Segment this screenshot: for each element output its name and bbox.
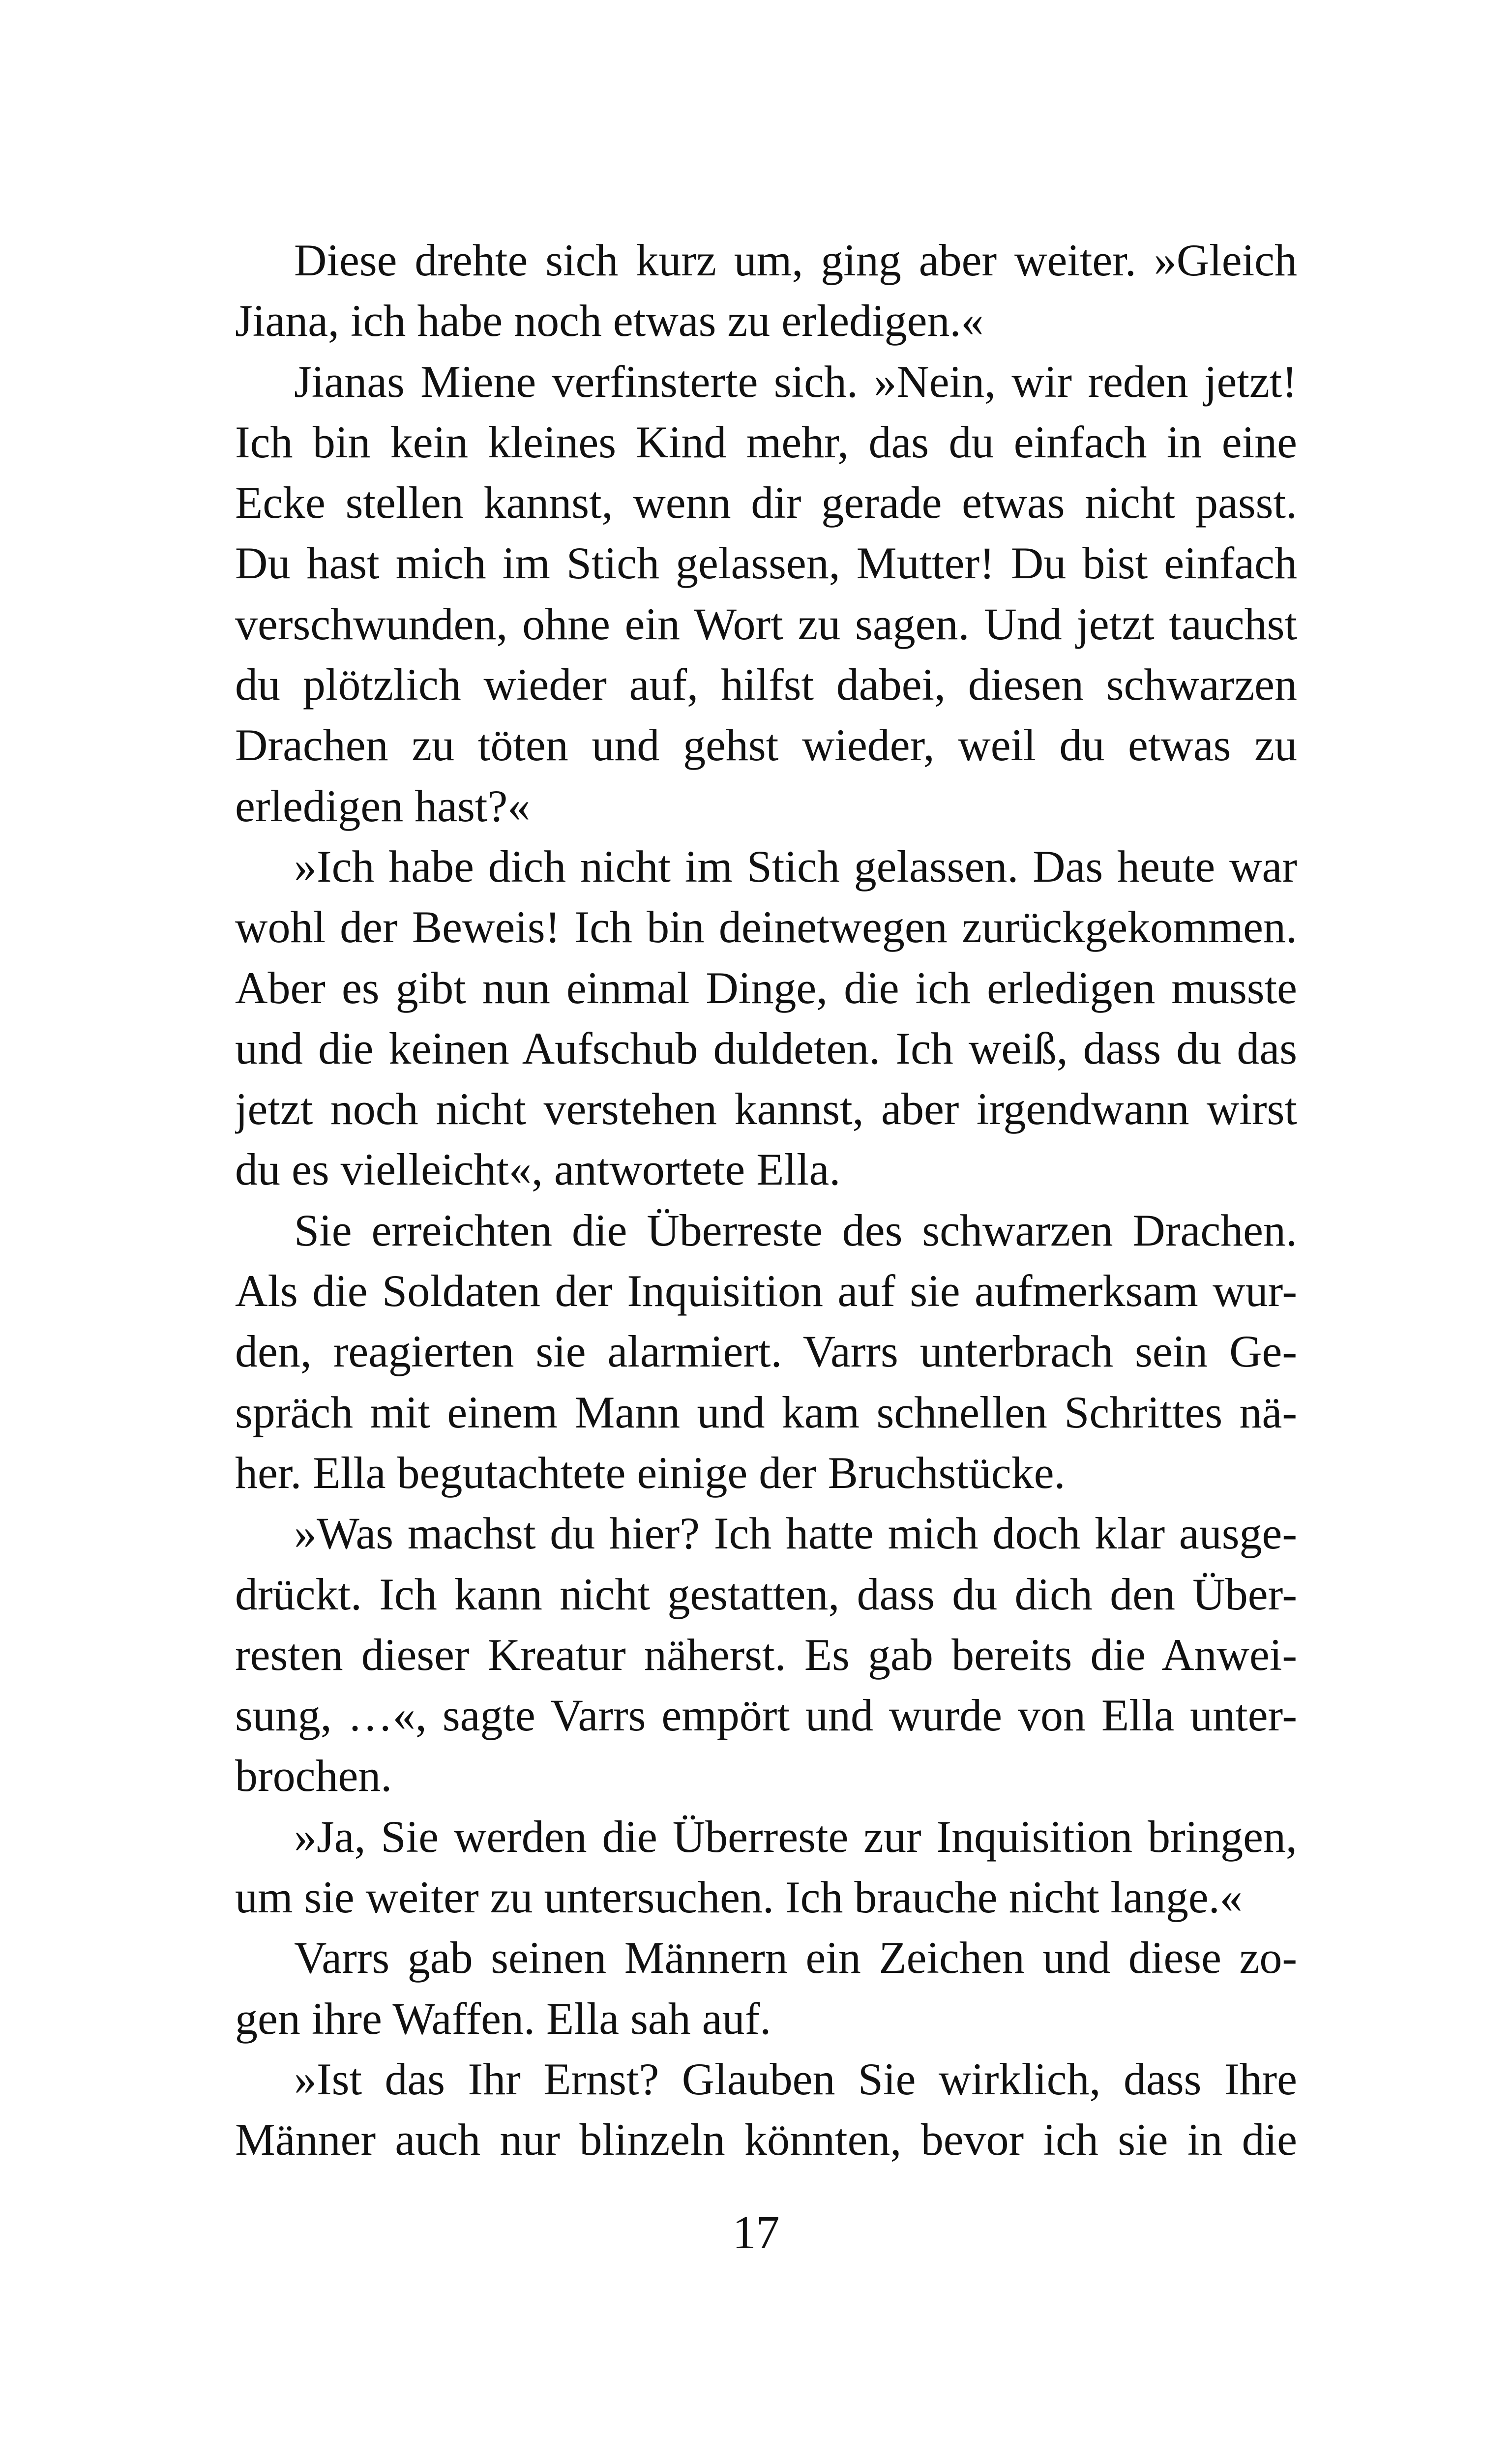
body-text (235, 230, 1297, 2170)
text-line: resten dieser Kreatur näherst. Es gab bereits die Anwei- (235, 1629, 1297, 1680)
text-line: Männer auch nur blinzeln könnten, bevor ich sie in die (235, 2114, 1297, 2165)
text-line: wohl der Beweis! Ich bin deinetwegen zurückgekommen. (235, 902, 1297, 952)
text-line: du es vielleicht«, antwortete Ella. (235, 1144, 841, 1195)
text-line: Aber es gibt nun einmal Dinge, die ich erledigen musste (235, 962, 1297, 1013)
text-line: den, reagierten sie alarmiert. Varrs unterbrach sein Ge- (235, 1326, 1297, 1377)
text-line: spräch mit einem Mann und kam schnellen Schrittes nä- (235, 1387, 1297, 1437)
text-line: Varrs gab seinen Männern ein Zeichen und diese zo- (294, 1933, 1297, 1983)
text-line: Jianas Miene verfinsterte sich. »Nein, wir reden jetzt! (294, 356, 1297, 407)
page-number: 17 (732, 2206, 780, 2259)
text-line: »Ja, Sie werden die Überreste zur Inquisition bringen, (294, 1811, 1297, 1862)
text-line: Sie erreichten die Überreste des schwarzen Drachen. (294, 1205, 1297, 1255)
text-line: gen ihre Waffen. Ella sah auf. (235, 1993, 771, 2044)
text-line: sung, …«, sagte Varrs empört und wurde von Ella unter- (235, 1690, 1297, 1741)
text-line: verschwunden, ohne ein Wort zu sagen. Und jetzt tauchst (235, 598, 1297, 649)
text-line: jetzt noch nicht verstehen kannst, aber irgendwann wirst (235, 1084, 1297, 1134)
text-line: Als die Soldaten der Inquisition auf sie aufmerksam wur- (235, 1266, 1297, 1316)
text-line: Du hast mich im Stich gelassen, Mutter! Du bist einfach (235, 538, 1297, 589)
text-line: und die keinen Aufschub duldeten. Ich weiß, dass du das (235, 1023, 1297, 1073)
text-line: »Ich habe dich nicht im Stich gelassen. Das heute war (294, 841, 1297, 892)
text-line: erledigen hast?« (235, 780, 531, 831)
text-line: Drachen zu töten und gehst wieder, weil du etwas zu (235, 720, 1297, 771)
text-line: »Was machst du hier? Ich hatte mich doch klar ausge- (294, 1508, 1297, 1559)
text-line: Jiana, ich habe noch etwas zu erledigen.« (235, 296, 984, 346)
text-line: Ecke stellen kannst, wenn dir gerade etwas nicht passt. (235, 477, 1297, 528)
text-line: drückt. Ich kann nicht gestatten, dass du dich den Über- (235, 1569, 1297, 1619)
text-line: »Ist das Ihr Ernst? Glauben Sie wirklich, dass Ihre (294, 2053, 1297, 2104)
text-line: her. Ella begutachtete einige der Bruchstücke. (235, 1447, 1066, 1498)
text-line: du plötzlich wieder auf, hilfst dabei, diesen schwarzen (235, 659, 1297, 710)
text-line: Diese drehte sich kurz um, ging aber weiter. »Gleich (294, 235, 1297, 285)
text-line: brochen. (235, 1751, 392, 1801)
text-line: um sie weiter zu untersuchen. Ich brauche nicht lange.« (235, 1872, 1243, 1923)
text-line: Ich bin kein kleines Kind mehr, das du einfach in eine (235, 416, 1297, 467)
